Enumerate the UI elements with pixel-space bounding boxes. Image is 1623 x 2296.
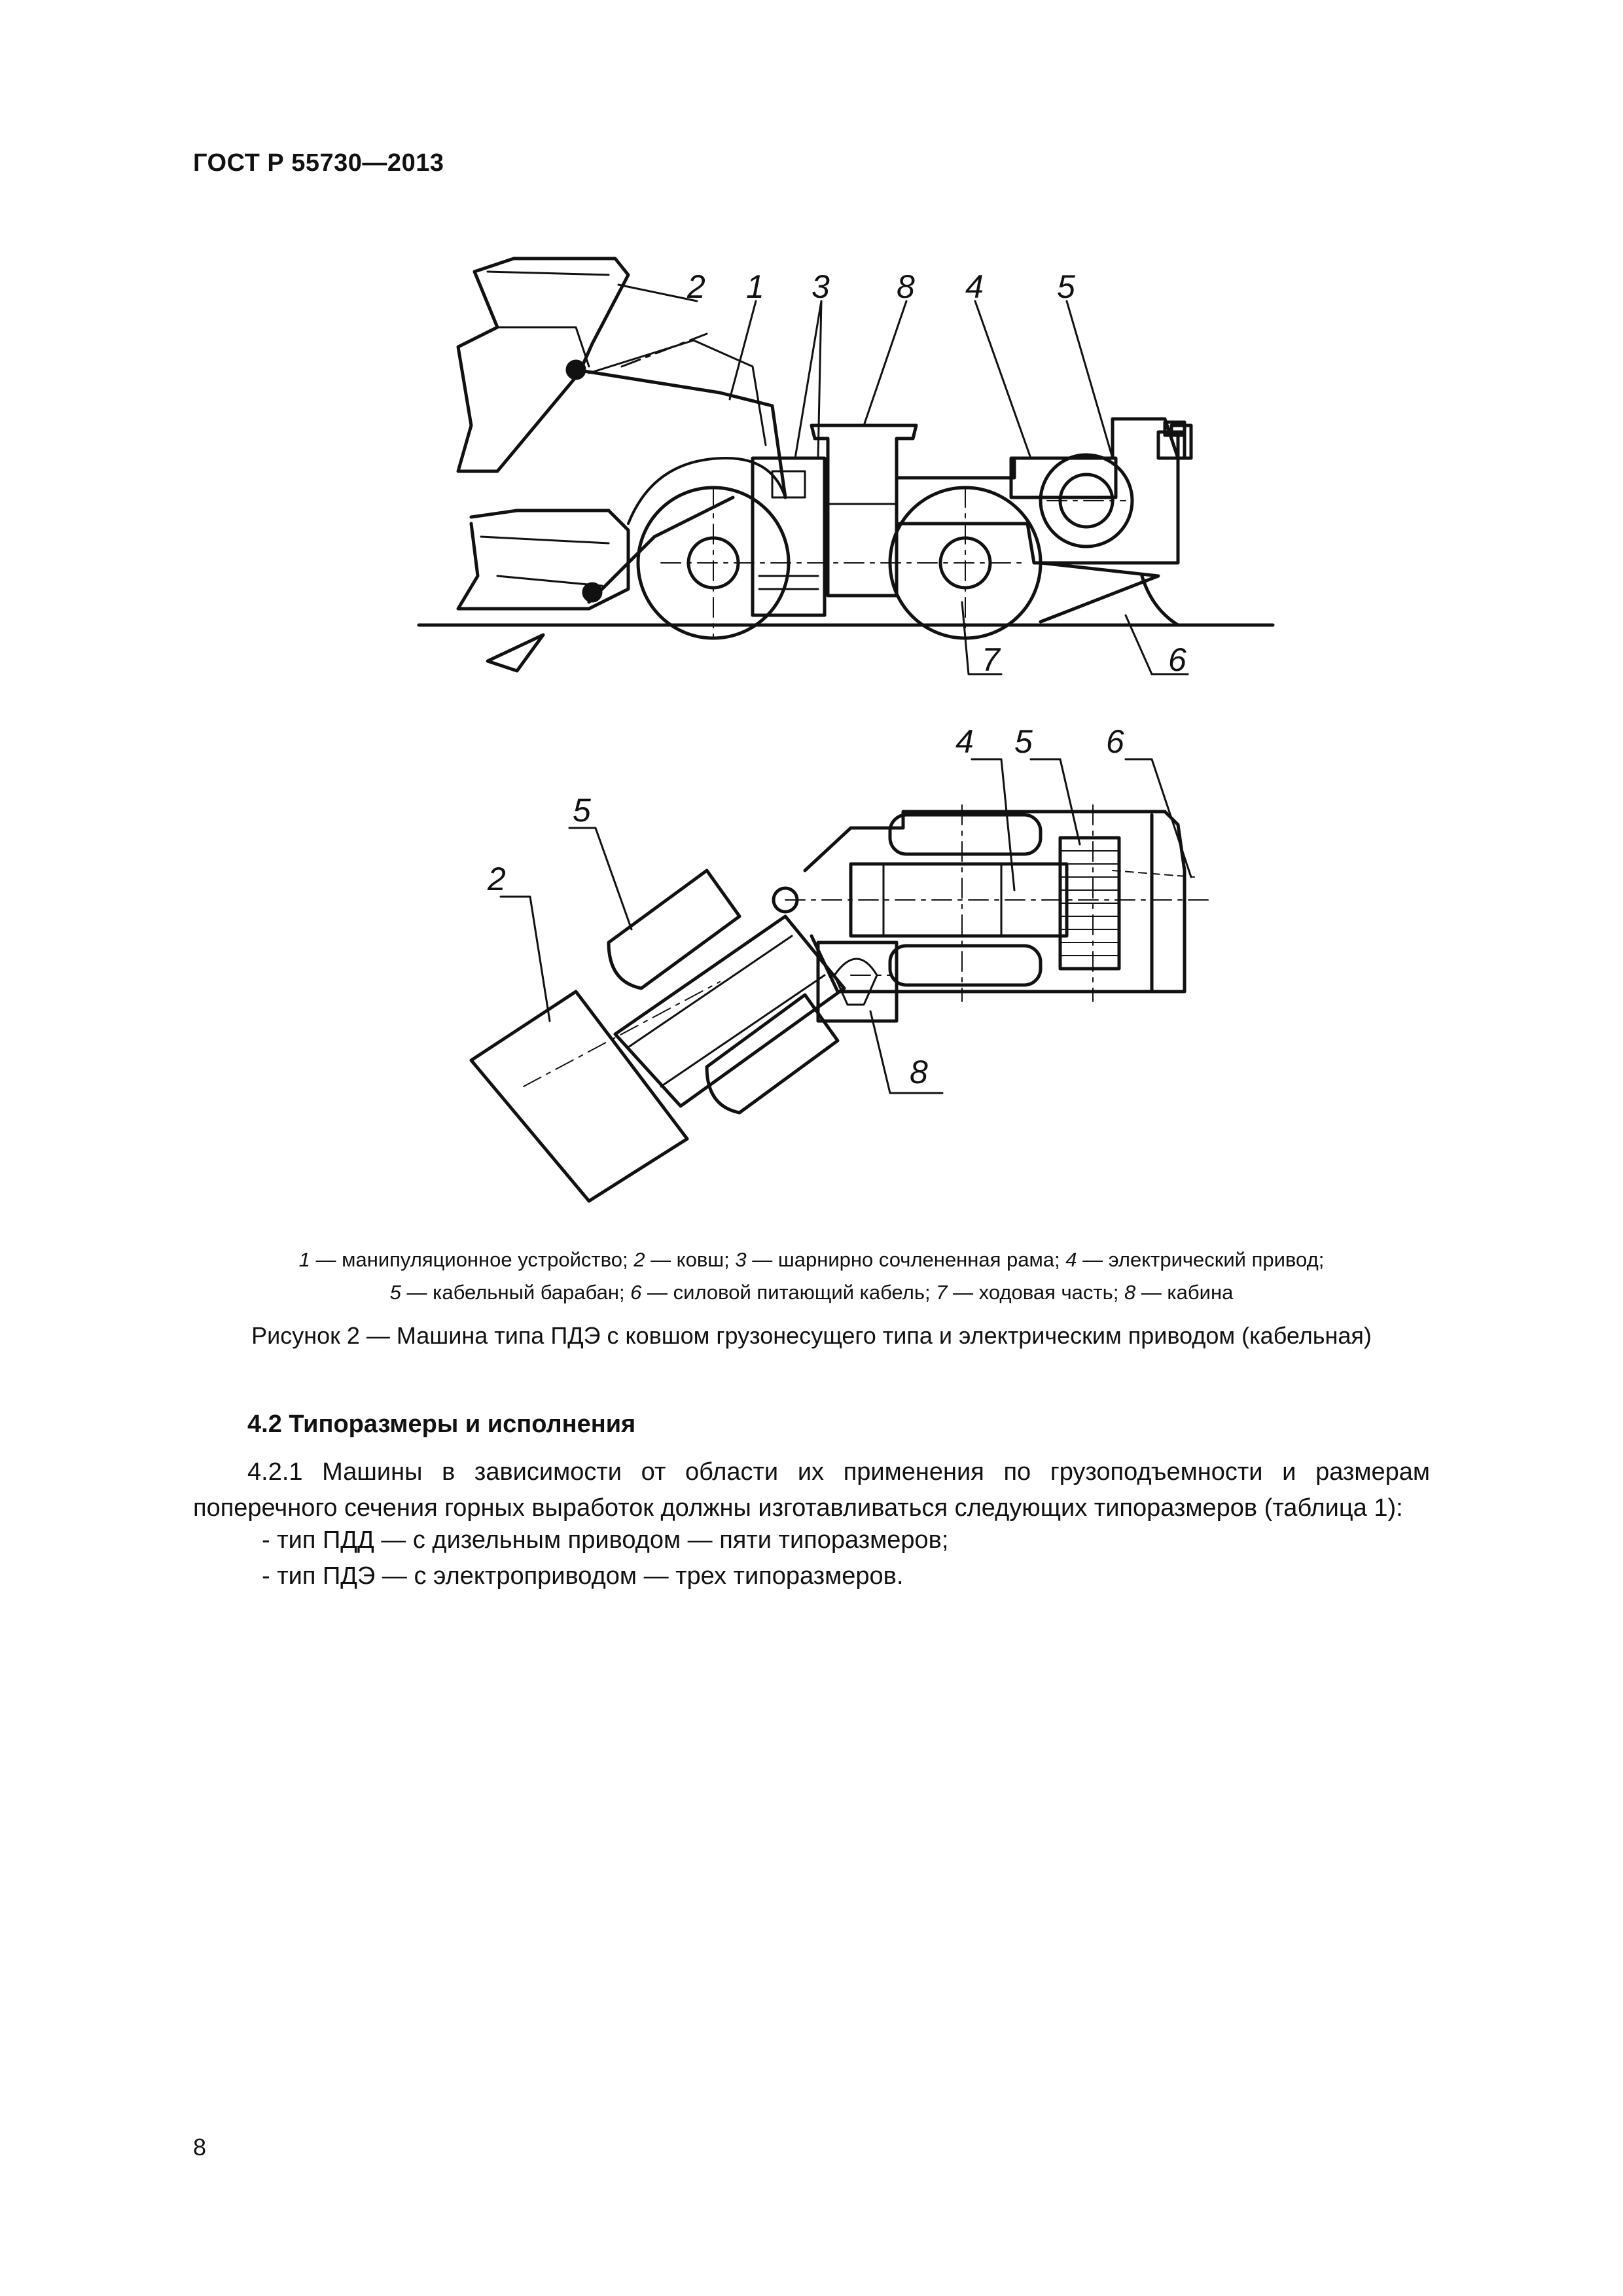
legend-text: — манипуляционное устройство;	[310, 1248, 634, 1271]
cabin-top	[818, 942, 897, 1021]
legend-num: 1	[298, 1248, 310, 1271]
callout-top-5b: 5	[573, 792, 591, 829]
legend-text: — кабина	[1135, 1281, 1234, 1304]
section-title: 4.2 Типоразмеры и исполнения	[247, 1410, 636, 1438]
boom-assembly	[615, 916, 844, 1106]
document-header: ГОСТ Р 55730—2013	[193, 149, 444, 177]
list-item: - тип ПДЭ — с электроприводом — трех типоразмеров.	[262, 1562, 904, 1590]
bucket-lowered	[458, 511, 628, 609]
page-number: 8	[193, 2134, 207, 2161]
callout-7: 7	[982, 641, 1000, 678]
figure-legend-line-2	[196, 1276, 1427, 1309]
legend-num: 3	[735, 1248, 747, 1271]
callout-top-5: 5	[1014, 723, 1033, 760]
callout-top-4: 4	[955, 723, 974, 760]
rear-body-top	[805, 812, 1185, 992]
callout-1: 1	[746, 268, 764, 305]
callout-3: 3	[812, 268, 830, 305]
callout-top-8: 8	[910, 1054, 928, 1090]
rear-skirt	[1041, 563, 1158, 622]
cabin	[812, 425, 916, 596]
legend-num: 8	[1124, 1281, 1136, 1304]
legend-text: — силовой питающий кабель;	[641, 1281, 936, 1304]
callout-5: 5	[1057, 268, 1075, 305]
callout-top-6: 6	[1106, 723, 1124, 760]
callout-2: 2	[687, 268, 705, 305]
legend-text: — электрический привод;	[1077, 1248, 1325, 1271]
callout-8: 8	[897, 268, 915, 305]
callout-4: 4	[965, 268, 984, 305]
figure-legend-line-1	[196, 1244, 1427, 1276]
legend-num: 6	[630, 1281, 642, 1304]
articulated-frame	[753, 458, 825, 615]
list-item: - тип ПДД — с дизельным приводом — пяти типоразмеров;	[262, 1526, 949, 1554]
legend-text: — ковш;	[645, 1248, 736, 1271]
figure-caption: Рисунок 2 — Машина типа ПДЭ с ковшом грузонесущего типа и электрическим приводом (кабельная)	[251, 1322, 1372, 1349]
front-wheel-top	[609, 870, 740, 988]
legend-num: 2	[633, 1248, 645, 1271]
callout-top-2: 2	[488, 861, 506, 897]
direction-arrow	[488, 635, 543, 671]
legend-text: — кабельный барабан;	[401, 1281, 631, 1304]
legend-text: — ходовая часть;	[947, 1281, 1124, 1304]
section-paragraph: 4.2.1 Машины в зависимости от области их применения по грузоподъемности и размерам поперечного сечения горных выработок должны изготавливаться следующих типоразмеров (таблица 1):	[193, 1458, 1430, 1522]
callout-6: 6	[1168, 641, 1186, 678]
bucket-raised	[458, 259, 628, 471]
legend-text: — шарнирно сочлененная рама;	[746, 1248, 1066, 1271]
power-cable	[1142, 576, 1178, 625]
legend-num: 4	[1065, 1248, 1077, 1271]
legend-num: 7	[936, 1281, 948, 1304]
legend-num: 5	[389, 1281, 401, 1304]
